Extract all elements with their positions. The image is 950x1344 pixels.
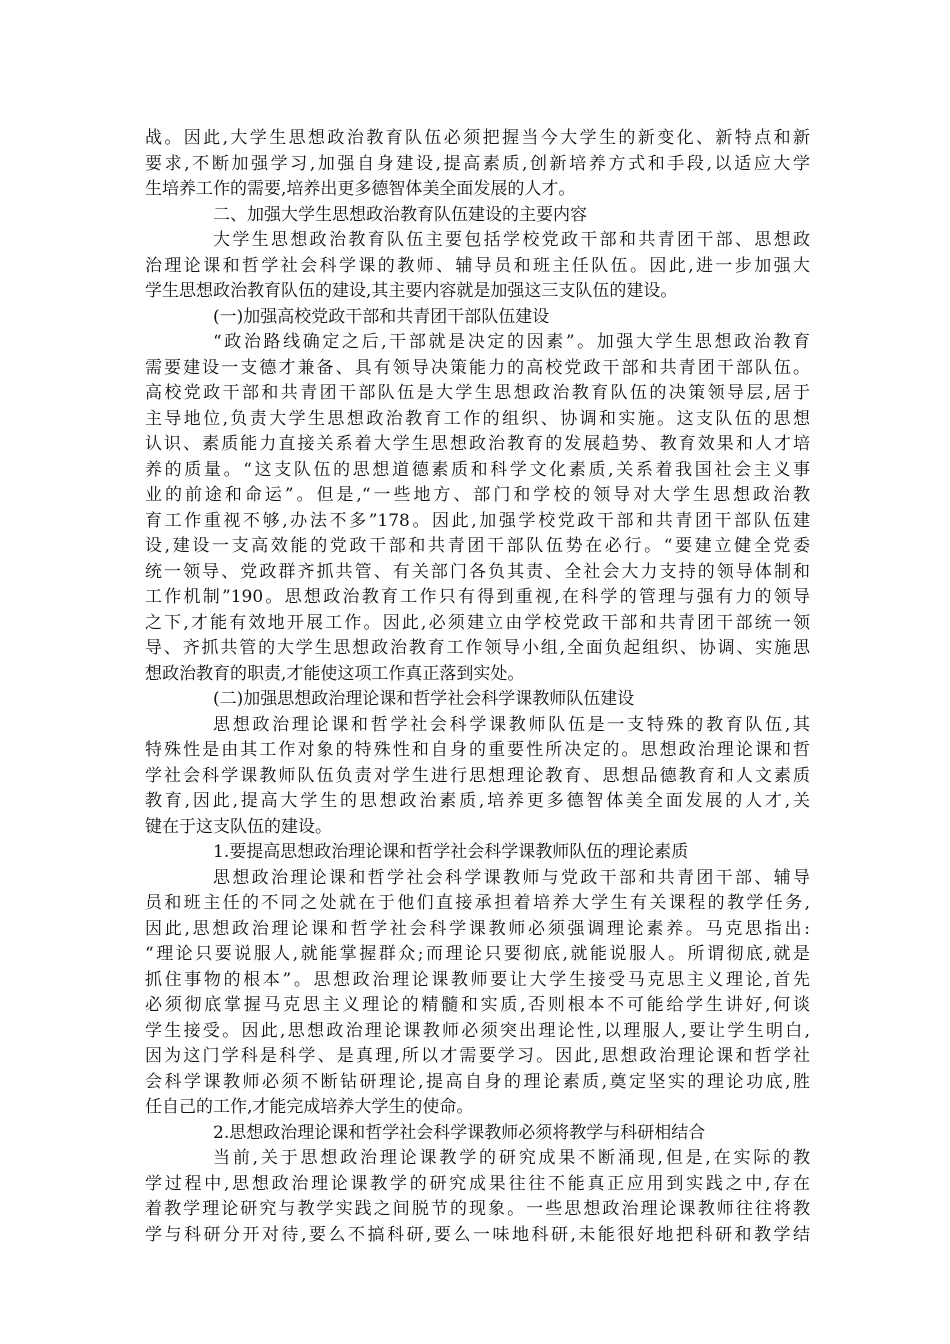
document-body [145, 126, 810, 1248]
text-line: 业的前途和命运”。但是,“一些地方、部门和学校的领导对大学生思想政治教 [145, 485, 810, 505]
text-line: “理论只要说服人,就能掌握群众;而理论只要彻底,就能说服人。所谓彻底,就是 [145, 944, 810, 964]
text-line: 思想政治理论课和哲学社会科学课教师队伍是一支特殊的教育队伍,其 [213, 714, 810, 735]
text-line: 统一领导、党政群齐抓共管、有关部门各负其责、全社会大力支持的领导体制和 [145, 561, 810, 582]
text-line: 育工作重视不够,办法不多”178。因此,加强学校党政干部和共青团干部队伍建 [145, 510, 810, 531]
text-line: 想政治教育的职责,才能使这项工作真正落到实处。 [145, 663, 525, 684]
text-line: 二、加强大学生思想政治教育队伍建设的主要内容 [213, 204, 587, 225]
text-line: 员和班主任的不同之处就在于他们直接承担着培养大学生有关课程的教学任务, [145, 893, 810, 913]
text-line: 着教学理论研究与教学实践之间脱节的现象。一些思想政治理论课教师往往将教 [145, 1199, 810, 1219]
text-line: 特殊性是由其工作对象的特殊性和自身的重要性所决定的。思想政治理论课和哲 [145, 740, 810, 760]
text-line: 大学生思想政治教育队伍主要包括学校党政干部和共青团干部、思想政 [213, 230, 810, 250]
text-line: 学生接受。因此,思想政治理论课教师必须突出理论性,以理服人,要让学生明白, [145, 1020, 810, 1041]
text-line: 养的质量。“这支队伍的思想道德素质和科学文化素质,关系着我国社会主义事 [145, 459, 810, 480]
text-line: 之下,才能有效地开展工作。因此,必须建立由学校党政干部和共青团干部统一领 [145, 612, 810, 633]
text-line: 导、齐抓共管的大学生思想政治教育工作领导小组,全面负起组织、协调、实施思 [145, 638, 810, 658]
text-line: 教育,因此,提高大学生的思想政治素质,培养更多德智体美全面发展的人才,关 [145, 791, 810, 811]
text-line: 治理论课和哲学社会科学课的教师、辅导员和班主任队伍。因此,进一步加强大 [145, 255, 810, 276]
text-line: 因为这门学科是科学、是真理,所以才需要学习。因此,思想政治理论课和哲学社 [145, 1046, 810, 1066]
text-line: 会科学课教师必须不断钻研理论,提高自身的理论素质,奠定坚实的理论功底,胜 [145, 1071, 810, 1092]
text-line: 因此,思想政治理论课和哲学社会科学课教师必须强调理论素养。马克思指出: [145, 918, 810, 939]
text-line: 高校党政干部和共青团干部队伍是大学生思想政治教育队伍的决策领导层,居于 [145, 383, 810, 403]
text-line: “政治路线确定之后,干部就是决定的因素”。加强大学生思想政治教育 [213, 332, 810, 352]
text-line: 生培养工作的需要,培养出更多德智体美全面发展的人才。 [145, 179, 576, 199]
text-line: 抓住事物的根本”。思想政治理论课教师要让大学生接受马克思主义理论,首先 [145, 969, 810, 990]
text-line: 认识、素质能力直接关系着大学生思想政治教育的发展趋势、教育效果和人才培 [145, 434, 810, 454]
text-line: 学社会科学课教师队伍负责对学生进行思想理论教育、思想品德教育和人文素质 [145, 765, 810, 786]
text-line: 需要建设一支德才兼备、具有领导决策能力的高校党政干部和共青团干部队伍。 [145, 357, 810, 378]
text-line: 1.要提高思想政治理论课和哲学社会科学课教师队伍的理论素质 [213, 842, 689, 862]
text-line: 主导地位,负责大学生思想政治教育工作的组织、协调和实施。这支队伍的思想 [145, 408, 810, 429]
text-line: 任自己的工作,才能完成培养大学生的使命。 [145, 1097, 474, 1117]
text-line: 学与科研分开对待,要么不搞科研,要么一味地科研,未能很好地把科研和教学结 [145, 1224, 810, 1245]
text-line: (二)加强思想政治理论课和哲学社会科学课教师队伍建设 [213, 689, 635, 709]
text-line: 战。因此,大学生思想政治教育队伍必须把握当今大学生的新变化、新特点和新 [145, 128, 810, 148]
text-line: 当前,关于思想政治理论课教学的研究成果不断涌现,但是,在实际的教 [213, 1148, 810, 1168]
text-line: 要求,不断加强学习,加强自身建设,提高素质,创新培养方式和手段,以适应大学 [145, 153, 810, 174]
text-line: 2.思想政治理论课和哲学社会科学课教师必须将教学与科研相结合 [213, 1122, 706, 1143]
text-line: 设,建设一支高效能的党政干部和共青团干部队伍势在必行。“要建立健全党委 [145, 536, 810, 556]
text-line: 学生思想政治教育队伍的建设,其主要内容就是加强这三支队伍的建设。 [145, 281, 678, 301]
text-line: 工作机制”190。思想政治教育工作只有得到重视,在科学的管理与强有力的领导 [145, 587, 810, 607]
text-line: (一)加强高校党政干部和共青团干部队伍建设 [213, 306, 550, 327]
text-line: 必须彻底掌握马克思主义理论的精髓和实质,否则根本不可能给学生讲好,何谈 [145, 995, 810, 1015]
text-line: 键在于这支队伍的建设。 [145, 816, 332, 837]
text-line: 思想政治理论课和哲学社会科学课教师与党政干部和共青团干部、辅导 [213, 867, 810, 888]
text-line: 学过程中,思想政治理论课教学的研究成果往往不能真正应用到实践之中,存在 [145, 1173, 810, 1194]
